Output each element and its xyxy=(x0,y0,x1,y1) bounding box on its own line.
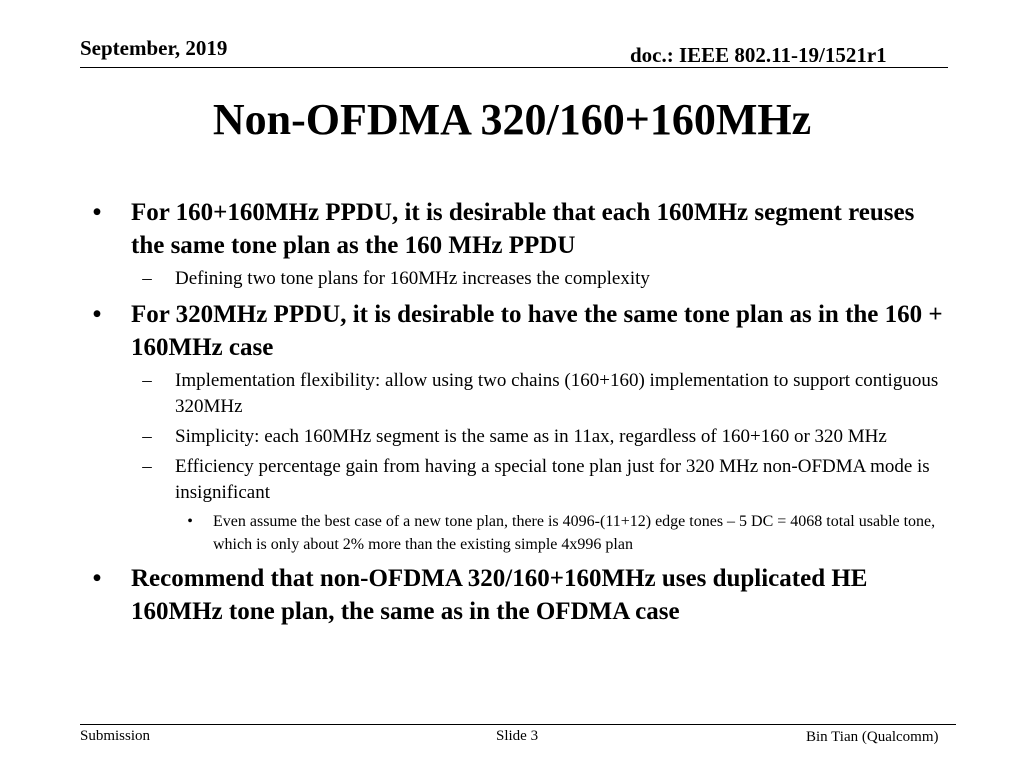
dash-marker: – xyxy=(142,268,152,289)
sub-sub-bullet-text: Even assume the best case of a new tone plan, there is 4096-(11+12) edge tones – 5 DC = 4068 total usable tone, which is only about 2% more than the existing simple 4x996 plan xyxy=(213,513,936,553)
header-divider xyxy=(80,67,948,68)
slide-body xyxy=(90,196,950,628)
sub-sub-bullet-item xyxy=(90,510,950,556)
bullet-text: For 160+160MHz PPDU, it is desirable that each 160MHz segment reuses the same tone plan as the 160 MHz PPDU xyxy=(131,199,915,259)
slide-title: Non-OFDMA 320/160+160MHz xyxy=(212,95,812,144)
footer-submission: Submission xyxy=(80,728,151,744)
bullet-text: For 320MHz PPDU, it is desirable to have the same tone plan as in the 160 + 160MHz case xyxy=(131,301,943,361)
sub-bullet-text: Implementation flexibility: allow using two chains (160+160) implementation to support contiguous 320MHz xyxy=(175,370,939,417)
header-doc-id: doc.: IEEE 802.11-19/1521r1 xyxy=(630,43,887,67)
header-date: September, 2019 xyxy=(80,36,228,60)
sub-bullet-item xyxy=(90,368,950,420)
bullet-item xyxy=(90,196,950,262)
dash-marker: – xyxy=(142,456,152,477)
bullet-marker: • xyxy=(92,565,102,592)
sub-bullet-item xyxy=(90,266,950,292)
bullet-marker: • xyxy=(92,199,102,226)
footer-slide-number: Slide 3 xyxy=(496,728,539,744)
sub-bullet-item xyxy=(90,454,950,506)
sub-bullet-item xyxy=(90,424,950,450)
bullet-marker: • xyxy=(92,301,102,328)
sub-bullet-text: Defining two tone plans for 160MHz increases the complexity xyxy=(175,268,650,289)
sub-bullet-text: Efficiency percentage gain from having a special tone plan just for 320 MHz non-OFDMA mode is insignificant xyxy=(175,456,930,503)
bullet-item xyxy=(90,298,950,364)
dash-marker: – xyxy=(142,370,152,391)
sub-bullet-text: Simplicity: each 160MHz segment is the same as in 11ax, regardless of 160+160 or 320 MHz xyxy=(175,426,887,447)
footer-author: Bin Tian (Qualcomm) xyxy=(806,729,939,745)
dash-marker: – xyxy=(142,426,152,447)
bullet-text: Recommend that non-OFDMA 320/160+160MHz uses duplicated HE 160MHz tone plan, the same as in the OFDMA case xyxy=(131,565,868,625)
footer-divider xyxy=(80,724,956,725)
bullet-marker: • xyxy=(187,513,193,530)
bullet-item xyxy=(90,562,950,628)
